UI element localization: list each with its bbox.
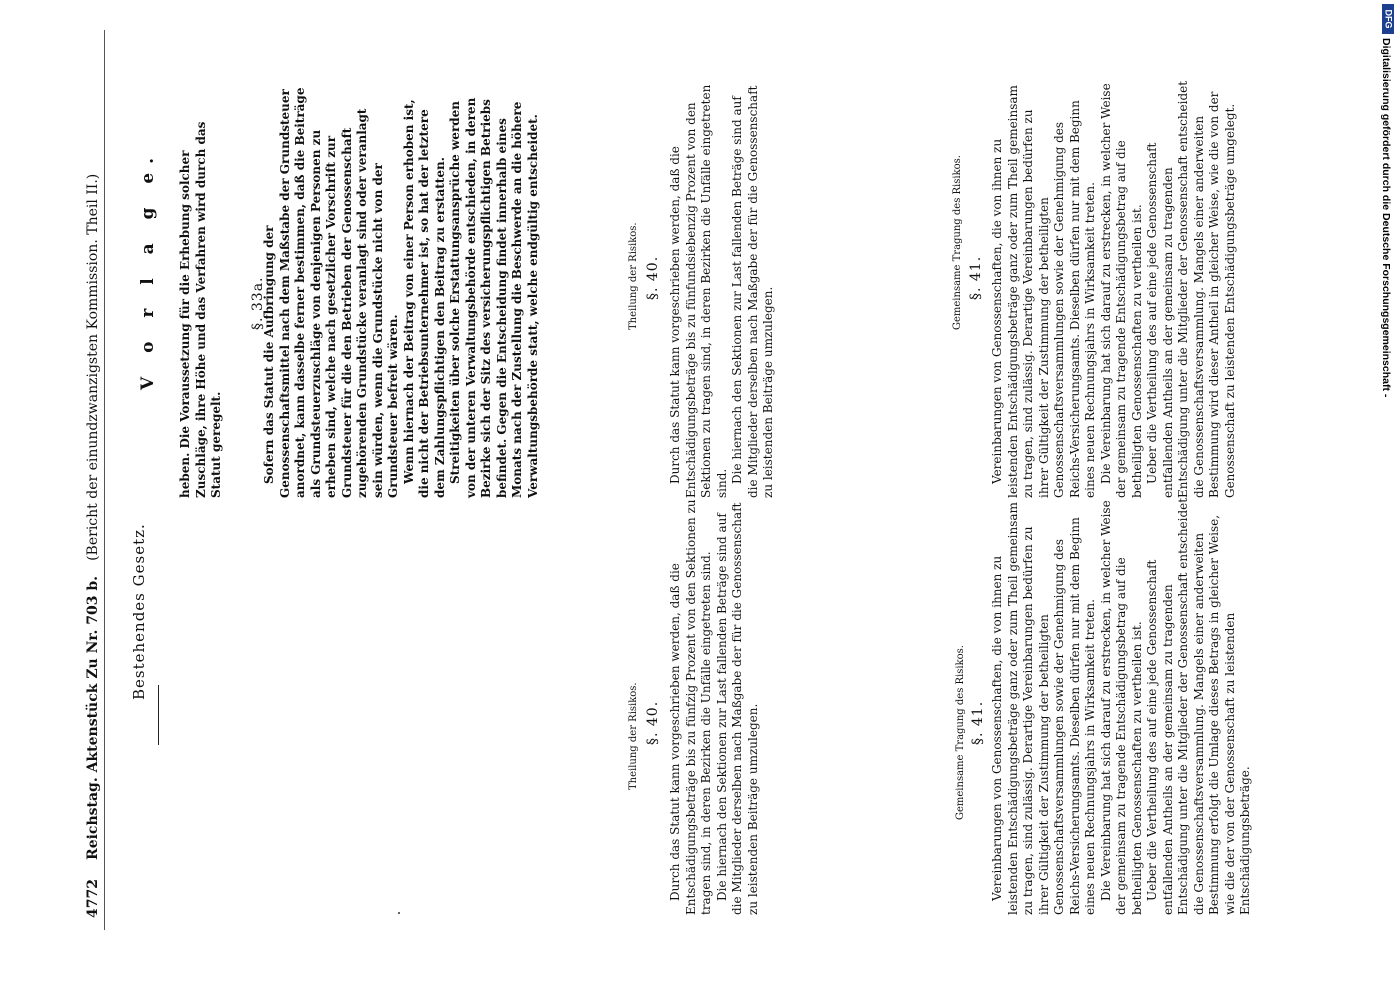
- vorlage-s40-number: §. 40.: [645, 255, 661, 300]
- page-header-subtitle: (Bericht der einundzwanzigsten Kommission. Theil II.): [85, 173, 101, 561]
- vorlage-s40-p1: Durch das Statut kann vorgeschrieben werden, daß die Entschädigungsbeträge bis zu fünfundsiebenzig Prozent von den Sektionen zu tragen sind, in deren Bezirken die Unfälle eingetreten sind.: [668, 84, 729, 498]
- vorlage-s40-p2: Die hiernach den Sektionen zur Last fallenden Beträge sind auf die Mitglieder derselben nach Maßgabe der für die Genossenschaft zu leistenden Beiträge umzulegen.: [730, 85, 775, 498]
- page-header-title: Reichstag. Aktenstück Zu Nr. 703 b.: [85, 576, 101, 860]
- vorlage-s33a-p1: Sofern das Statut die Aufbringung der Genossenschaftsmittel nach dem Maßstabe der Grundsteuer anordnet, kann dasselbe ferner bestimmen, daß die Beiträge als Grundsteuerzuschläge von denjenigen Personen zu erheben sind, welche nach gesetzlicher Vorschrift zur Grundsteuer für die den Betrieben der Genossenschaft zugehörenden Grundstücke veranlagt sind oder veranlagt sein würden, wenn die Grundstücke nicht von der Grundsteuer befreit wären.: [262, 87, 400, 498]
- header-rule: [104, 30, 105, 930]
- gesetz-s41-p1: Vereinbarungen von Genossenschaften, die von ihnen zu leistenden Entschädigungsbeträge ganz oder zum Theil gemeinsam zu tragen, sind zulässig. Derartige Vereinbarungen bedürfen zu ihrer Gültigkeit der Zustimmung der betheiligten Genossenschaftsversammlungen sowie der Genehmigung des Reichs-Versicherungsamts. Dieselben dürfen nur mit dem Beginn eines neuen Rechnungsjahrs in Wirksamkeit treten.: [990, 502, 1097, 915]
- page-header: [82, 174, 101, 918]
- gesetz-s40-heading: Theilung der Risikos.: [628, 682, 639, 790]
- vorlage-intro-text: heben. Die Voraussetzung für die Erhebung solcher Zuschläge, ihre Höhe und das Verfahren wird durch das Statut geregelt.: [178, 121, 223, 498]
- vorlage-s41-p3: Ueber die Vertheilung des auf eine jede Genossenschaft entfallenden Antheils an der gemeinsam zu tragenden Entschädigung unter die Mitglieder der Genossenschaft entscheidet die Genossenschaftsversammlung. Mangels einer anderweiten Bestimmung wird dieser Antheil in gleicher Weise, wie die von der Genossenschaft zu leistenden Entschädigungsbeträge umgelegt.: [1145, 80, 1237, 498]
- gesetz-s40-p2: Die hiernach den Sektionen zur Last fallenden Beträge sind auf die Mitglieder derselben nach Maßgabe der für die Genossenschaft zu leistenden Beiträge umzulegen.: [714, 502, 760, 915]
- vorlage-s33a-p2: Wenn hiernach der Beitrag von einer Person erhoben ist, die nicht der Betriebsunternehmer ist, so hat der letztere dem Zahlungspflichtigen den Beitrag zu erstatten.: [401, 99, 447, 498]
- vorlage-s33a-number: §. 33a.: [250, 276, 266, 330]
- watermark-text: Digitalisierung gefördert durch die Deutsche Forschungsgemeinschaft -: [1380, 38, 1392, 398]
- gesetz-s40-number: §. 40.: [645, 700, 661, 745]
- scan-speck: [398, 912, 400, 914]
- right-column-title: V o r l a g e.: [138, 148, 158, 390]
- page-number: 4772: [85, 879, 101, 918]
- left-title-rule: [158, 685, 159, 745]
- left-column-title: Bestehendes Gesetz.: [130, 523, 148, 700]
- vorlage-s41-p1: Vereinbarungen von Genossenschaften, die von ihnen zu leistenden Entschädigungsbeträge ganz oder zum Theil gemeinsam zu tragen, sind zulässig. Derartige Vereinbarungen bedürfen zu ihrer Gültigkeit der Zustimmung der betheiligten Genossenschaftsversammlungen sowie der Genehmigung des Reichs-Versicherungsamts. Dieselben dürfen nur mit dem Beginn eines neuen Rechnungsjahrs in Wirksamkeit treten.: [990, 85, 1097, 498]
- vorlage-s41-number: §. 41.: [968, 255, 984, 300]
- vorlage-s41-p2: Die Vereinbarung hat sich darauf zu erstrecken, in welcher Weise der gemeinsam zu tragende Entschädigungsbetrag auf die betheiligten Genossenschaften zu vertheilen ist.: [1098, 83, 1144, 498]
- vorlage-s33a-p3: Streitigkeiten über solche Erstattungsansprüche werden von der unteren Verwaltungsbehörde entschieden, in deren Bezirke sich der Sitz des versicherungspflichtigen Betriebs befindet. Gegen die Entscheidung findet innerhalb eines Monats nach der Zustellung die Beschwerde an die höhere Verwaltungsbehörde statt, welche endgültig entscheidet.: [448, 97, 540, 498]
- vorlage-s40-heading: Theilung der Risikos.: [628, 222, 639, 330]
- gesetz-s41-p2: Die Vereinbarung hat sich darauf zu erstrecken, in welcher Weise der gemeinsam zu tragende Entschädigungsbetrag auf die betheiligten Genossenschaften zu vertheilen ist.: [1098, 500, 1144, 915]
- gesetz-s40-p1: Durch das Statut kann vorgeschrieben werden, daß die Entschädigungsbeträge bis zu fünfzig Prozent von den Sektionen zu tragen sind, in deren Bezirken die Unfälle eingetreten sind.: [668, 499, 713, 915]
- gesetz-s41-p3: Ueber die Vertheilung des auf eine jede Genossenschaft entfallenden Antheils an der gemeinsam zu tragenden Entschädigung unter die Mitglieder der Genossenschaft entscheidet die Genossenschaftsversammlung. Mangels einer anderweiten Bestimmung erfolgt die Umlage dieses Betrags in gleicher Weise, wie die der von der Genossenschaft zu leistenden Entschädigungsbeträge.: [1145, 497, 1252, 915]
- dfg-logo: DFG: [1382, 4, 1394, 34]
- vorlage-s41-heading: Gemeinsame Tragung des Risikos.: [952, 155, 963, 330]
- gesetz-s41-heading: Gemeinsame Tragung des Risikos.: [955, 645, 966, 820]
- gesetz-s41-number: §. 41.: [970, 700, 986, 745]
